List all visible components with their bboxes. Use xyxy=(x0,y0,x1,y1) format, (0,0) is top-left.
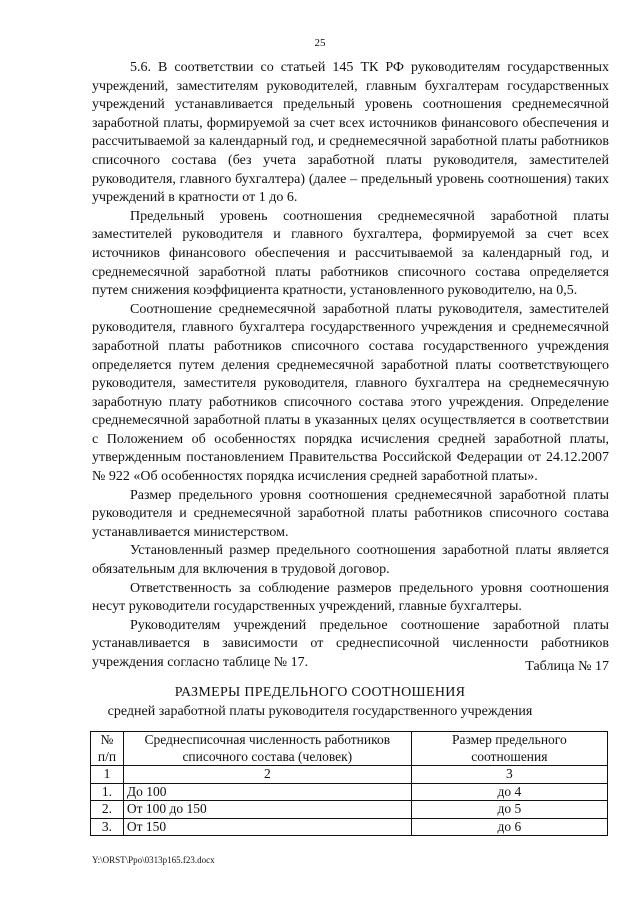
row-number: 3. xyxy=(91,818,124,836)
row-ratio: до 4 xyxy=(411,783,607,801)
paragraph-5-6: 5.6. В соответствии со статьей 145 ТК РФ руководителям государственных учреждений, заместителям руководителей, главным бухгалтерам государственных учреждений устанавливается предельный уровень соотношения среднемесячной заработной платы, формируемой за счет всех источников финансового обеспечения и рассчитываемой за календарный год, и среднемесячной заработной платы работников списочного состава (без учета заработной платы руководителя, заместителей руководителя, главного бухгалтера) (далее – предельный уровень соотношения) таких учреждений в кратности от 1 до 6. xyxy=(92,60,609,206)
ratio-table xyxy=(90,731,608,836)
table-row xyxy=(91,818,608,836)
row-staff-count: От 100 до 150 xyxy=(123,801,411,819)
table-column-number-row xyxy=(91,766,608,784)
table-row xyxy=(91,801,608,819)
paragraph-table-reference: Руководителям учреждений предельное соотношение заработной платы устанавливается в зависимости от среднесписочной численности работников учреждения согласно таблице № 17. xyxy=(92,617,609,670)
header-staff-count: Среднесписочная численность работников списочного состава (человек) xyxy=(123,732,411,766)
table-subtitle: средней заработной платы руководителя государственного учреждения xyxy=(107,704,533,719)
paragraph-deputies-ratio: Предельный уровень соотношения среднемесячной заработной платы заместителей руководителя и главного бухгалтера, формируемой за счет всех источников финансового обеспечения и рассчитываемой за календарный год, и среднемесячной заработной платы работников списочного состава определяется путем снижения коэффициента кратности, установленного руководителю, на 0,5. xyxy=(92,208,609,299)
paragraph-ratio-calculation: Соотношение среднемесячной заработной платы руководителя, заместителей руководителя, главного бухгалтера государственного учреждения и среднемесячной заработной платы работников списочного состава государственного учреждения определяется путем деления среднемесячной заработной платы соответствующего руководителя, заместителя руководителя, главного бухгалтера на среднемесячную заработную плату работников списочного состава этого учреждения. Определение среднемесячной заработной платы в указанных целях осуществляется в соответствии с Положением об особенностях порядка исчисления средней заработной платы, утвержденным постановлением Правительства Российской Федерации от 24.12.2007 № 922 «Об особенностях порядка исчисления средней заработной платы». xyxy=(92,301,609,485)
column-number-cell: 3 xyxy=(411,766,607,784)
paragraph-responsibility: Ответственность за соблюдение размеров предельного уровня соотношения несут руководители государственных учреждений, главные бухгалтеры. xyxy=(92,580,609,615)
table-header-row xyxy=(91,732,608,766)
footer-file-path: Y:\ORST\Ppo\0313p165.f23.docx xyxy=(92,855,215,865)
row-staff-count: От 150 xyxy=(123,818,411,836)
row-number: 1. xyxy=(91,783,124,801)
page-number: 25 xyxy=(314,37,326,49)
header-ratio: Размер предельного соотношения xyxy=(411,732,607,766)
column-number-cell: 2 xyxy=(123,766,411,784)
row-ratio: до 6 xyxy=(411,818,607,836)
table-label: Таблица № 17 xyxy=(525,659,609,674)
row-staff-count: До 100 xyxy=(123,783,411,801)
row-number: 2. xyxy=(91,801,124,819)
table-title: РАЗМЕРЫ ПРЕДЕЛЬНОГО СООТНОШЕНИЯ xyxy=(174,685,466,700)
row-ratio: до 5 xyxy=(411,801,607,819)
paragraph-labor-contract: Установленный размер предельного соотношения заработной платы является обязательным для включения в трудовой договор. xyxy=(92,543,609,578)
header-number: № п/п xyxy=(91,732,124,766)
column-number-cell: 1 xyxy=(91,766,124,784)
paragraph-ratio-ministry: Размер предельного уровня соотношения среднемесячной заработной платы руководителя и среднемесячной заработной платы работников списочного состава устанавливается министерством. xyxy=(92,487,609,540)
body-text xyxy=(92,59,609,673)
table-row xyxy=(91,783,608,801)
